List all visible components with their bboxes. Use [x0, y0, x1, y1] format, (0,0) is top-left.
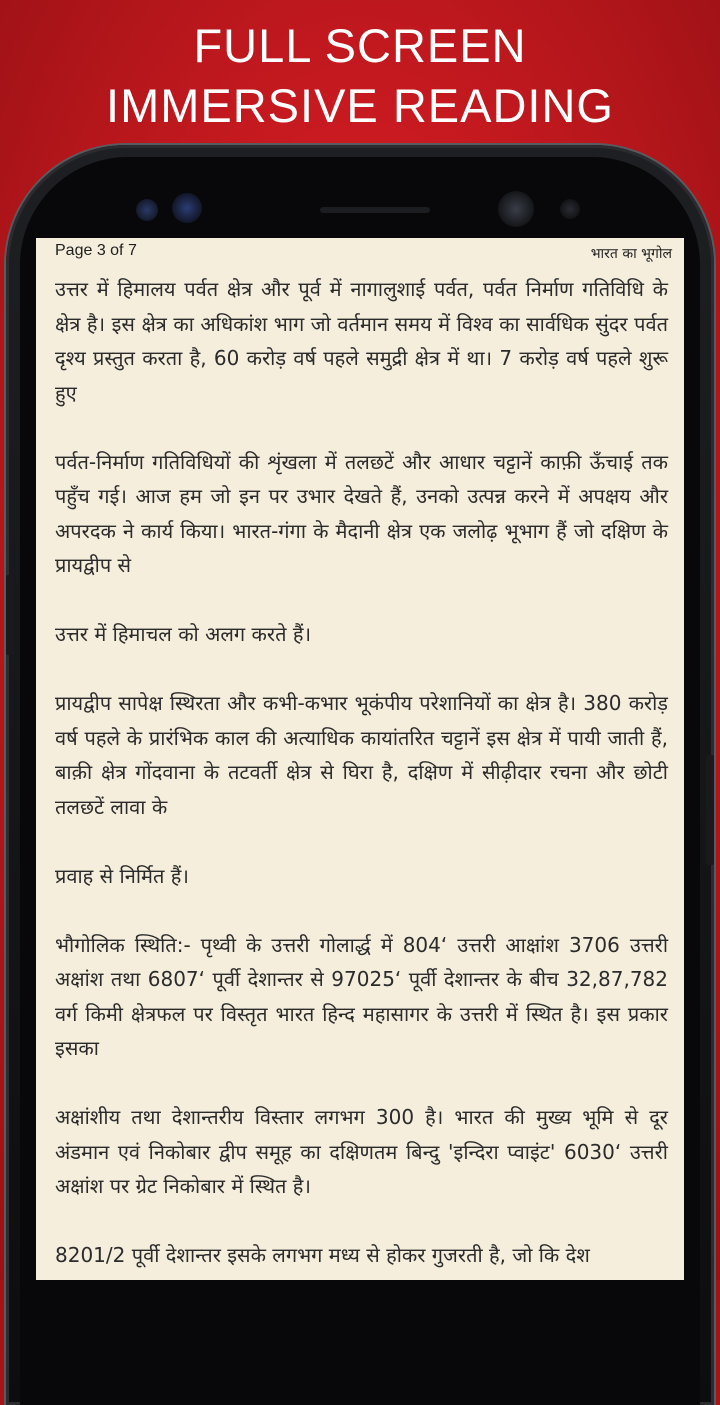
paragraph: उत्तर में हिमालय पर्वत क्षेत्र और पूर्व में नागालुशाई पर्वत, पर्वत निर्माण गतिविधि के क्षेत्र है। इस क्षेत्र का अधिकांश भाग जो वर्तमान समय में विश्व का सार्वधिक सुंदर पर्वत दृश्य प्रस्तुत करता है, 60 करोड़ वर्ष पहले समुद्री क्षेत्र में था। 7 करोड़ वर्ष पहले शुरू हुए: [55, 277, 668, 405]
phone-volume-button: [6, 575, 14, 655]
reader-screen[interactable]: [36, 238, 684, 1280]
paragraph: उत्तर में हिमाचल को अलग करते हैं।: [55, 622, 312, 646]
paragraph: भौगोलिक स्थिति:- पृथ्वी के उत्तरी गोलार्द्ध में 804‘ उत्तरी आक्षांश 3706 उत्तरी अक्षांश तथा 6807‘ पूर्वी देशान्तर से 97025‘ पूर्वी देशान्तर के बीच 32,87,782 वर्ग किमी क्षेत्रफल पर विस्तृत भारत हिन्द महासागर के उत्तरी में स्थित है। इस प्रकार इसका: [55, 932, 668, 1060]
promo-title-line-2: IMMERSIVE READING: [106, 79, 614, 132]
paragraph: पर्वत-निर्माण गतिविधियों की शृंखला में तलछटें और आधार चट्टानें काफ़ी ऊँचाई तक पहुँच गई। आज हम जो इन पर उभार देखते हैं, उनको उत्पन्न करने में अपक्षय और अपरदक ने कार्य किया। भारत-गंगा के मैदानी क्षेत्र एक जलोढ़ भूभाग हैं जो दक्षिण के प्रायद्वीप से: [55, 449, 668, 577]
paragraph: प्रवाह से निर्मित हैं।: [55, 863, 189, 888]
iris-led-icon: [560, 199, 580, 219]
page-indicator: Page 3 of 7: [55, 242, 137, 259]
phone-power-button: [706, 755, 714, 865]
paragraph: 8201/2 पूर्वी देशान्तर इसके लगभग मध्य से होकर गुजरती है, जो कि देश: [55, 1243, 590, 1267]
front-camera-icon: [498, 191, 534, 227]
reader-header: [55, 242, 672, 264]
promo-title-line-1: FULL SCREEN: [193, 19, 527, 72]
book-title: भारत का भूगोल: [590, 246, 672, 262]
paragraph: अक्षांशीय तथा देशान्तरीय विस्तार लगभग 300 है। भारत की मुख्य भूमि से दूर अंडमान एवं निकोबार द्वीप समूह का दक्षिणतम बिन्दु 'इन्दिरा प्वाइंट' 6030‘ उत्तरी अक्षांश पर ग्रेट निकोबार में स्थित है।: [55, 1105, 668, 1198]
iris-scanner-icon: [172, 193, 202, 223]
reading-content[interactable]: [55, 272, 668, 1273]
proximity-sensor-icon: [136, 199, 158, 221]
paragraph: प्रायद्वीप सापेक्ष स्थिरता और कभी-कभार भूकंपीय परेशानियों का क्षेत्र है। 380 करोड़ वर्ष पहले के प्रारंभिक काल की अत्याधिक कायांतरित चट्टानें इस क्षेत्र में पायी जाती हैं, बाक़ी क्षेत्र गोंदवाना के तटवर्ती क्षेत्र से घिरा है, दक्षिण में सीढ़ीदार रचना और छोटी तलछटें लावा के: [55, 691, 668, 819]
earpiece-speaker: [320, 207, 430, 213]
